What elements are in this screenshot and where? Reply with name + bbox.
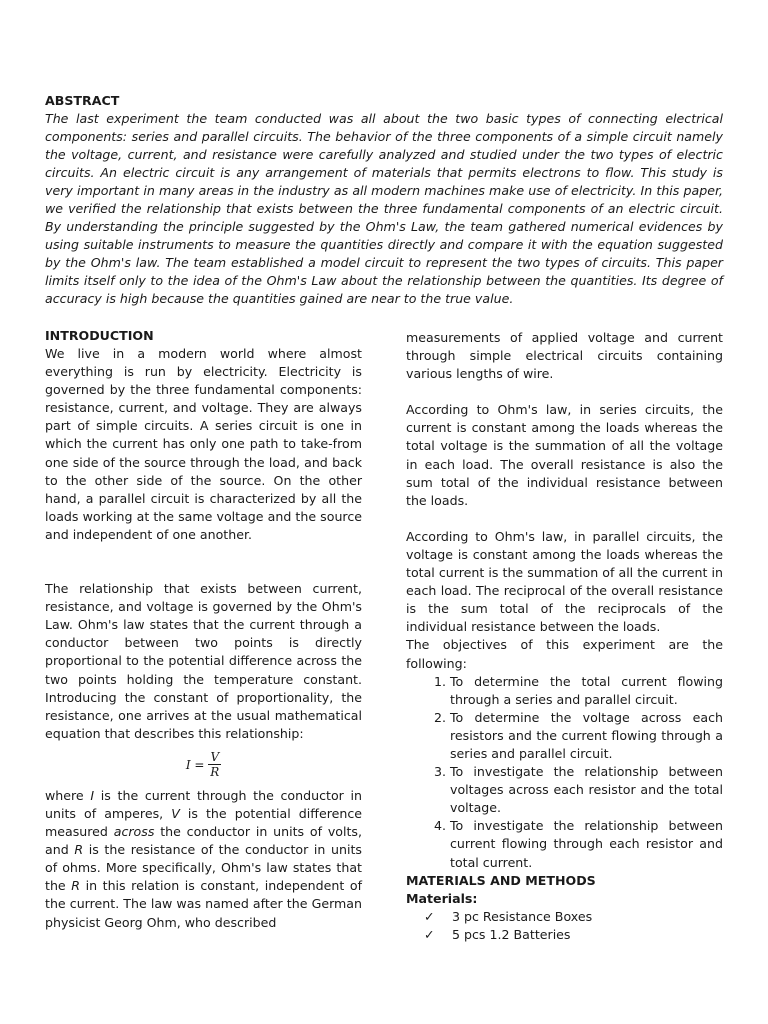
material-label: 5 pcs 1.2 Batteries [452,926,571,942]
ohms-law-formula [45,743,362,787]
abstract-section [45,92,723,308]
checkmark-icon: ✓ [424,908,435,924]
introduction-heading: INTRODUCTION [45,328,154,343]
left-column [45,327,362,932]
abstract-text: The last experiment the team conducted was all about the two basic types of connecting electrical components: series and parallel circuits. The behavior of the three components of a simple circuit namely the voltage, current, and resistance were carefully analyzed and studied under the two types of electric circuits. An electric circuit is any arrangement of materials that permits electrons to flow. This study is very important in many areas in the industry as all modern machines make use of electricity. In this paper, we verified the relationship that exists between the three fundamental components of an electric circuit. By understanding the principle suggested by the Ohm's Law, the team gathered numerical evidences by using suitable instruments to measure the quantities directly and compare it with the equation suggested by the Ohm's law. The team established a model circuit to represent the two types of circuits. This paper limits itself only to the idea of the Ohm's Law about the relationship between the quantities. Its degree of accuracy is high because the quantities gained are near to the true value. [45,111,723,306]
right-column [406,329,723,944]
abstract-heading: ABSTRACT [45,93,120,108]
objective-item: 2. To determine the voltage across each resistors and the current flowing through a series and parallel circuit. [450,709,723,763]
materials-list [406,908,723,944]
objectives-intro: The objectives of this experiment are the following: [406,637,723,671]
intro-paragraph-2: The relationship that exists between current, resistance, and voltage is governed by the Ohm's Law. Ohm's law states that the current through a conductor between two points is directly proportional to the potential difference across the two points holding the temperature constant. Introducing the constant of proportionality, the resistance, one arrives at the usual mathematical equation that describes this relationship: [45,581,362,741]
objectives-list [406,673,723,872]
intro-paragraph-3: where I is the current through the conductor in units of amperes, V is the potential difference measured across the conductor in units of volts, and R is the resistance of the conductor in units of ohms. More specifically, Ohm's law states that the R in this relation is constant, independent of the current. The law was named after the German physicist Georg Ohm, who described [45,787,363,930]
objective-item: 3. To investigate the relationship between voltages across each resistor and the total voltage. [450,763,723,817]
formula-denominator: R [210,765,220,780]
material-item [424,908,723,926]
series-paragraph: According to Ohm's law, in series circuits, the current is constant among the loads whereas the total voltage is the summation of all the voltage in each load. The overall resistance is also the sum total of the individual resistance between the loads. [406,402,723,508]
parallel-paragraph: According to Ohm's law, in parallel circuits, the voltage is constant among the loads whereas the total current is the summation of all the current in each load. The reciprocal of the overall resistance is the sum total of the reciprocals of the individual resistance between the loads. [406,528,723,635]
intro-paragraph-4: measurements of applied voltage and current through simple electrical circuits containing various lengths of wire. [406,330,723,382]
materials-methods-heading: MATERIALS AND METHODS [406,872,596,888]
checkmark-icon: ✓ [424,926,435,942]
formula-fraction [208,750,221,779]
materials-subheading: Materials: [406,890,478,906]
intro-paragraph-1: We live in a modern world where almost everything is run by electricity. Electricity is governed by the three fundamental components: resistance, current, and voltage. They are always part of simple circuits. A series circuit is one in which the current has only one path to take-from one side of the source through the load, and back to the other side of the source. On the other hand, a parallel circuit is characterized by all the loads working at the same voltage and the source and independent of one another. [45,346,362,542]
objective-item: 4. To investigate the relationship between current flowing through each resistor and total current. [450,817,723,871]
formula-numerator: V [210,750,220,765]
formula-lhs: I = [185,757,205,772]
material-label: 3 pc Resistance Boxes [452,908,593,924]
objective-item: 1. To determine the total current flowing through a series and parallel circuit. [450,673,723,709]
material-item [424,926,723,944]
